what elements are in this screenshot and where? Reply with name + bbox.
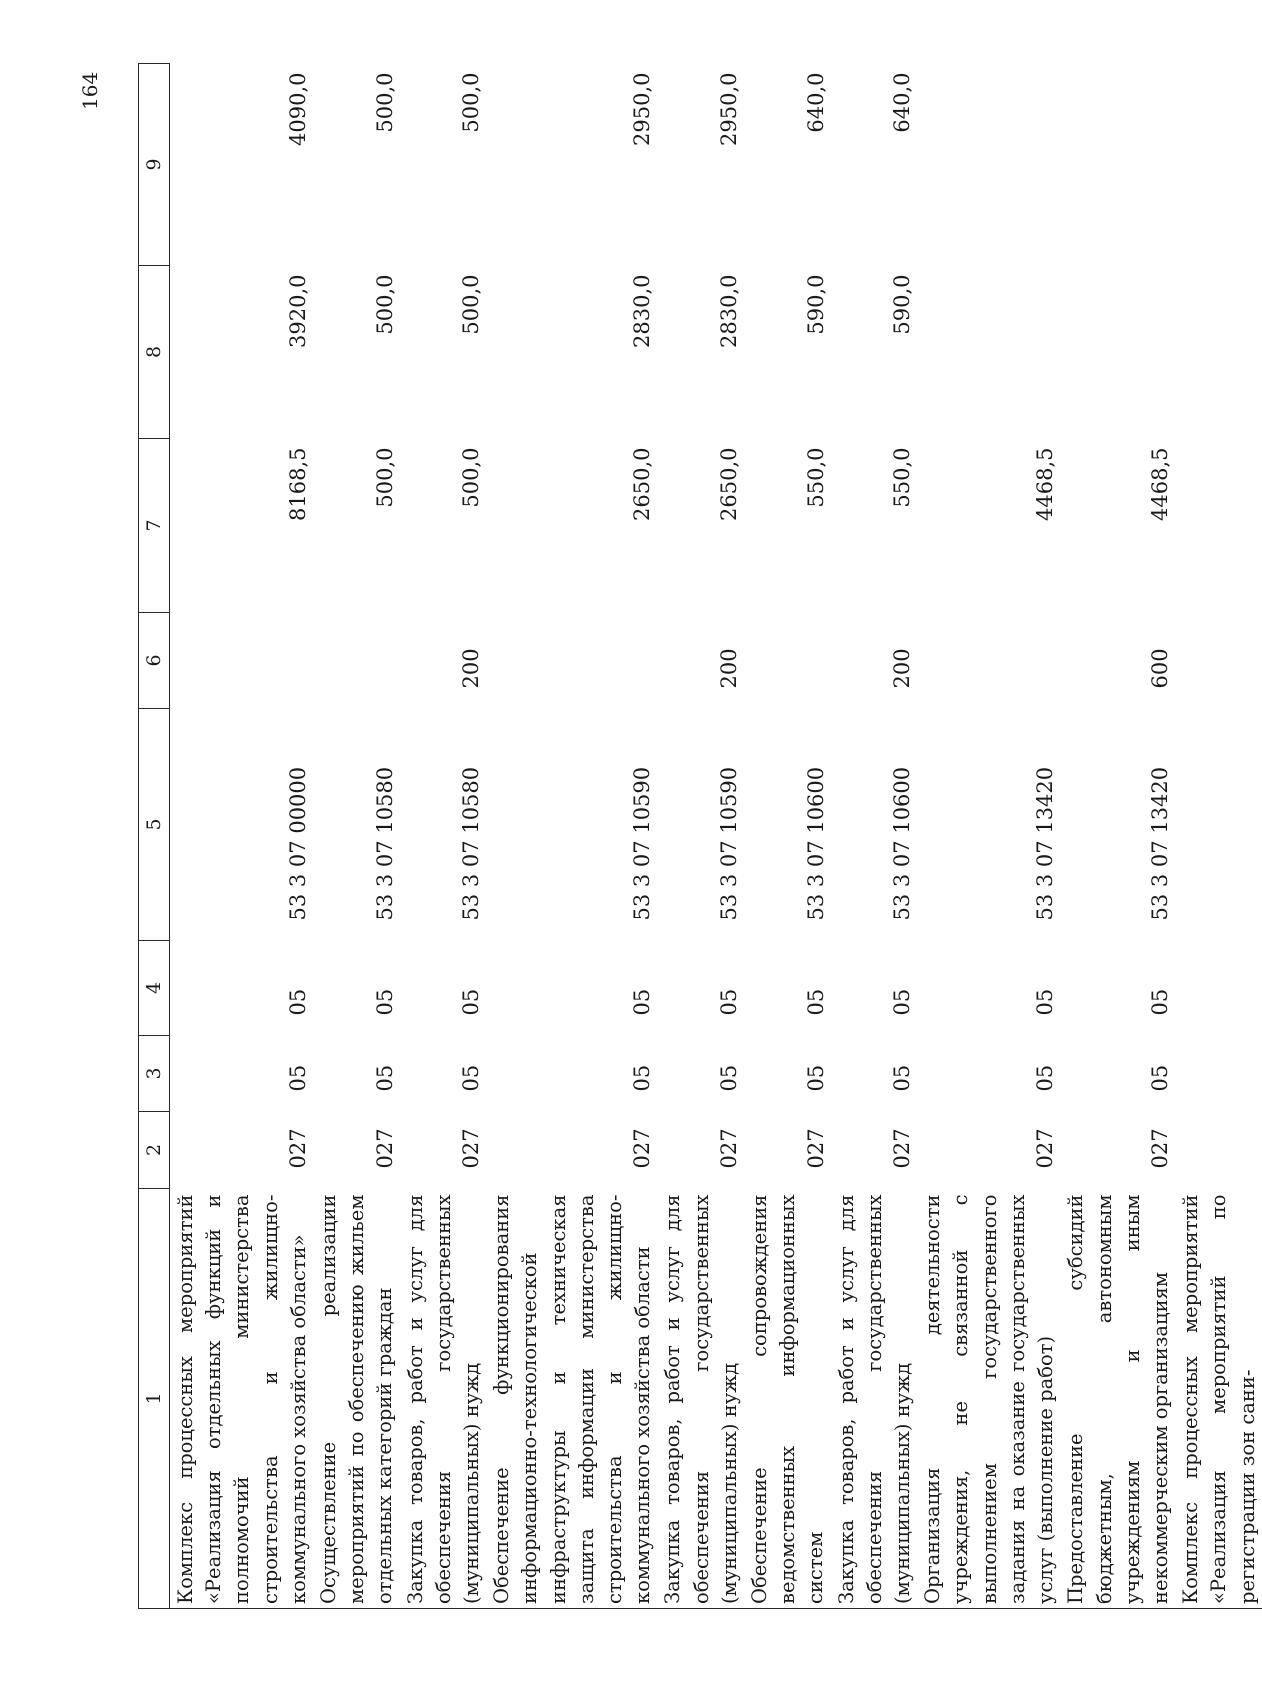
cell-c4: 05 — [372, 988, 397, 1016]
cell-c5: 53 3 07 00000 — [286, 766, 311, 921]
row-name: Закупка товаров, работ и услуг для обеспечения государственных (муниципальных) нужд — [831, 1189, 918, 1609]
cell-c3: 05 — [803, 1064, 828, 1092]
cell-c7: 550,0 — [803, 447, 828, 508]
table-row — [400, 64, 487, 1609]
cell-c8 — [1175, 266, 1262, 439]
cell-c5: 53 3 07 10600 — [890, 766, 915, 921]
cell-c5: 53 3 07 13420 — [1148, 766, 1173, 921]
row-name: Организация деятельности учреждения, не связанной с выполнением государственного задания на оказание государственных услуг (выполнение работ) — [917, 1189, 1060, 1609]
row-name: Закупка товаров, работ и услуг для обеспечения государственных (муниципальных) нужд — [657, 1189, 744, 1609]
cell-c6 — [917, 613, 1060, 709]
row-name: Обеспечение функционирования информационно-технологической инфраструктуры и техническая защита информации министерства строительства и жилищно-коммунального хозяйства области — [486, 1189, 657, 1609]
cell-c6: 600 — [1148, 648, 1173, 689]
row-name: Обеспечение сопровождения ведомственных информационных систем — [744, 1189, 831, 1609]
cell-c9: 4090,0 — [286, 72, 311, 146]
table-row — [1175, 64, 1262, 1609]
cell-c8: 590,0 — [803, 274, 828, 335]
cell-c7: 500,0 — [459, 447, 484, 508]
table-row — [1060, 64, 1175, 1609]
cell-c3: 05 — [890, 1064, 915, 1092]
cell-c7 — [1175, 439, 1262, 613]
cell-c7: 500,0 — [372, 447, 397, 508]
cell-c3 — [1175, 1036, 1262, 1112]
cell-c8: 590,0 — [890, 274, 915, 335]
cell-c2: 027 — [1033, 1128, 1058, 1169]
cell-c2: 027 — [1148, 1128, 1173, 1169]
cell-c6: 200 — [459, 648, 484, 689]
header-col-8: 8 — [139, 266, 170, 439]
cell-c5: 53 3 07 10590 — [630, 766, 655, 921]
page-number: 164 — [78, 71, 102, 110]
cell-c5: 53 3 07 10600 — [803, 766, 828, 921]
cell-c3: 05 — [1148, 1064, 1173, 1092]
cell-c8: 500,0 — [372, 274, 397, 335]
cell-c3: 05 — [630, 1064, 655, 1092]
cell-c8 — [917, 266, 1060, 439]
cell-c3: 05 — [286, 1064, 311, 1092]
header-col-7: 7 — [139, 439, 170, 613]
row-name: Осуществление реализации мероприятий по обеспечению жильем отдельных категорий граждан — [313, 1189, 400, 1609]
cell-c5: 53 3 07 10580 — [459, 766, 484, 921]
row-name: Комплекс процессных мероприятий «Реализация отдельных функций и полномочий министерства строительства и жилищно-коммунального хозяйства области» — [170, 1189, 314, 1609]
cell-c2: 027 — [630, 1128, 655, 1169]
rotated-table-sheet — [138, 64, 1259, 1609]
cell-c8: 2830,0 — [630, 274, 655, 348]
cell-c4: 05 — [717, 988, 742, 1016]
cell-c4: 05 — [286, 988, 311, 1016]
cell-c6 — [170, 613, 314, 709]
cell-c9: 2950,0 — [630, 72, 655, 146]
cell-c3: 05 — [717, 1064, 742, 1092]
header-col-3: 3 — [139, 1036, 170, 1112]
cell-c2: 027 — [717, 1128, 742, 1169]
table-row — [657, 64, 744, 1609]
cell-c9 — [917, 64, 1060, 266]
cell-c9: 500,0 — [372, 72, 397, 133]
cell-c3: 05 — [1033, 1064, 1058, 1092]
row-name: Предоставление субсидий бюджетным, автономным учреждениям и иным некоммерческим организациям — [1060, 1189, 1175, 1609]
table-row — [313, 64, 400, 1609]
cell-c9: 640,0 — [803, 72, 828, 133]
cell-c9 — [1175, 64, 1262, 266]
table-body — [170, 64, 1262, 1609]
cell-c4 — [1175, 941, 1262, 1036]
cell-c3: 05 — [372, 1064, 397, 1092]
cell-c9: 500,0 — [459, 72, 484, 133]
cell-c5: 53 3 07 10580 — [372, 766, 397, 921]
header-col-5: 5 — [139, 709, 170, 941]
table-row — [831, 64, 918, 1609]
header-col-1: 1 — [139, 1189, 170, 1609]
cell-c3: 05 — [459, 1064, 484, 1092]
budget-table — [138, 63, 1262, 1609]
header-col-6: 6 — [139, 613, 170, 709]
cell-c6: 200 — [717, 648, 742, 689]
cell-c6: 200 — [890, 648, 915, 689]
table-row — [917, 64, 1060, 1609]
cell-c5 — [1175, 709, 1262, 941]
cell-c8: 3920,0 — [286, 274, 311, 348]
cell-c2: 027 — [459, 1128, 484, 1169]
cell-c7: 2650,0 — [717, 447, 742, 521]
cell-c8 — [1060, 266, 1175, 439]
table-header — [139, 64, 170, 1609]
cell-c4: 05 — [1148, 988, 1173, 1016]
cell-c4: 05 — [459, 988, 484, 1016]
cell-c4: 05 — [803, 988, 828, 1016]
table-row — [170, 64, 314, 1609]
cell-c2: 027 — [286, 1128, 311, 1169]
cell-c9: 2950,0 — [717, 72, 742, 146]
table-row — [744, 64, 831, 1609]
cell-c7: 4468,5 — [1148, 447, 1173, 521]
row-name: Закупка товаров, работ и услуг для обеспечения государственных (муниципальных) нужд — [400, 1189, 487, 1609]
cell-c4: 05 — [630, 988, 655, 1016]
header-col-2: 2 — [139, 1112, 170, 1189]
table-row — [486, 64, 657, 1609]
row-name: Комплекс процессных мероприятий «Реализация мероприятий по регистрации зон сани- — [1175, 1189, 1262, 1609]
cell-c8: 2830,0 — [717, 274, 742, 348]
header-col-4: 4 — [139, 941, 170, 1036]
cell-c2 — [1175, 1112, 1262, 1189]
cell-c5: 53 3 07 13420 — [1033, 766, 1058, 921]
cell-c7: 4468,5 — [1033, 447, 1058, 521]
header-row — [139, 64, 170, 1609]
cell-c2: 027 — [803, 1128, 828, 1169]
cell-c6 — [313, 613, 400, 709]
cell-c6 — [1175, 613, 1262, 709]
header-col-9: 9 — [139, 64, 170, 266]
cell-c7: 8168,5 — [286, 447, 311, 521]
cell-c9: 640,0 — [890, 72, 915, 133]
cell-c2: 027 — [890, 1128, 915, 1169]
cell-c5: 53 3 07 10590 — [717, 766, 742, 921]
cell-c7: 2650,0 — [630, 447, 655, 521]
cell-c6 — [486, 613, 657, 709]
cell-c4: 05 — [1033, 988, 1058, 1016]
cell-c2: 027 — [372, 1128, 397, 1169]
cell-c7: 550,0 — [890, 447, 915, 508]
cell-c9 — [1060, 64, 1175, 266]
cell-c4: 05 — [890, 988, 915, 1016]
cell-c6 — [744, 613, 831, 709]
cell-c8: 500,0 — [459, 274, 484, 335]
